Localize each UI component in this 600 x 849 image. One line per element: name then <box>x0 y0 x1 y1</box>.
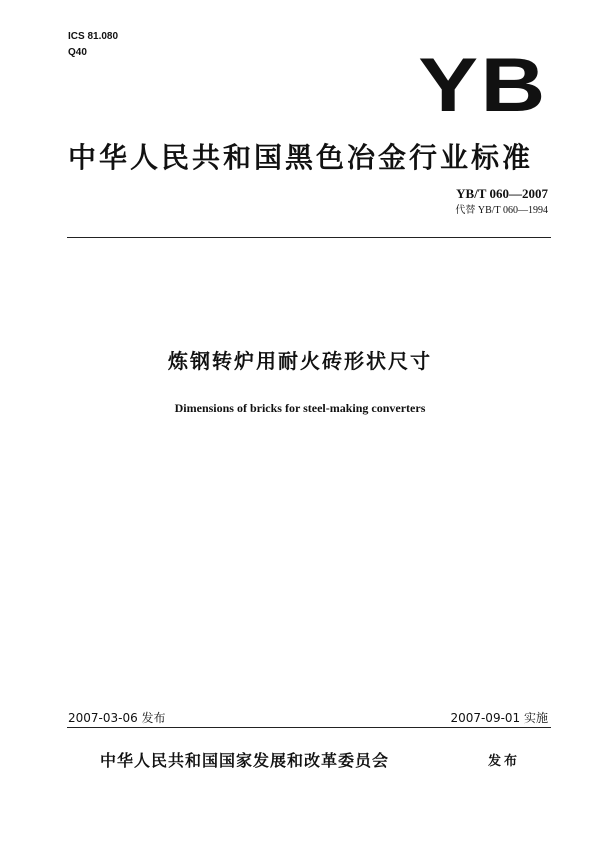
document-title-cn: 炼钢转炉用耐火砖形状尺寸 <box>168 349 432 373</box>
publish-label: 发布 <box>488 754 521 769</box>
implementation-date: 2007-09-01 实施 <box>450 711 548 725</box>
publisher-name: 中华人民共和国国家发展和改革委员会 <box>100 751 390 770</box>
replaces-standard: 代替 YB/T 060—1994 <box>455 205 548 216</box>
standard-number: YB/T 060—2007 <box>456 186 548 201</box>
document-title-en: Dimensions of bricks for steel-making converters <box>174 401 426 415</box>
standard-title: 中华人民共和国黑色冶金行业标准 <box>68 141 534 174</box>
top-divider <box>67 237 551 238</box>
ccs-code: Q40 <box>68 47 87 58</box>
bottom-divider <box>67 727 551 728</box>
issue-date: 2007-03-06 发布 <box>68 711 166 725</box>
ics-code: ICS 81.080 <box>68 31 119 42</box>
yb-logo: YB <box>418 43 548 128</box>
